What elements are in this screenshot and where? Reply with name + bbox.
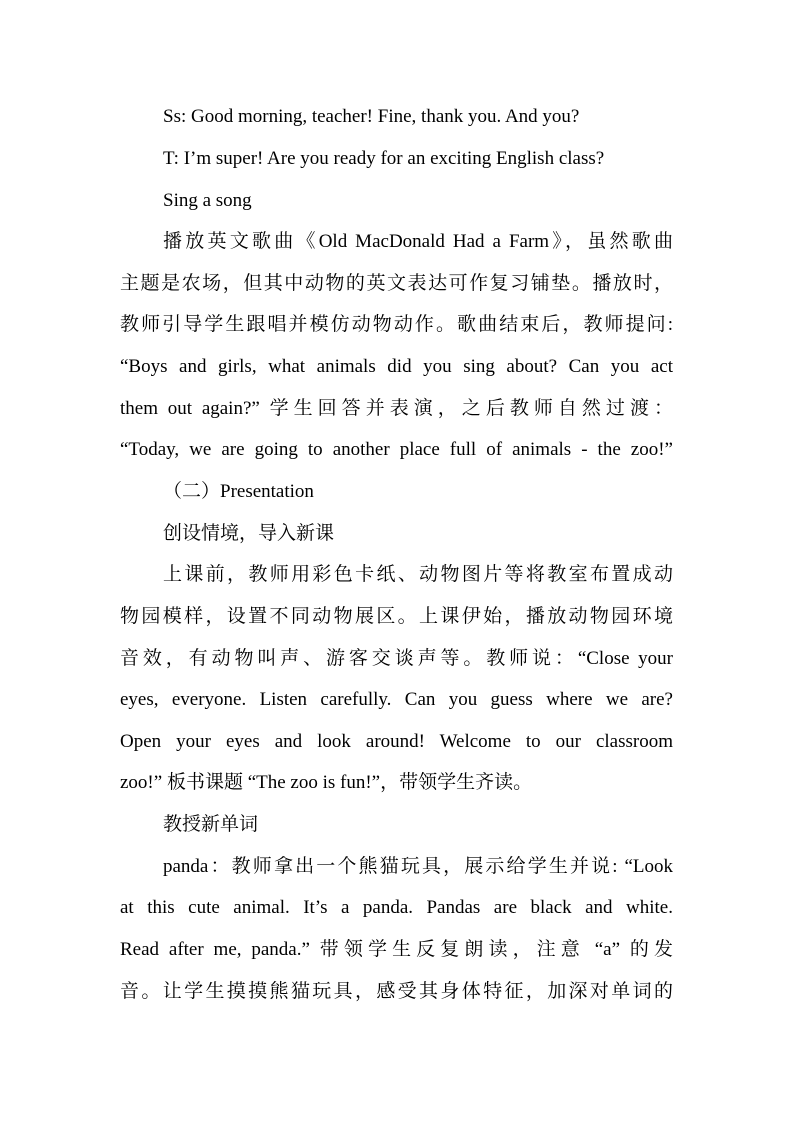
subheading-new-words: 教授新单词 — [163, 814, 259, 835]
paragraph-line: 音效，有动物叫声、游客交谈声等。教师说：“Close your — [120, 648, 673, 669]
paragraph-line: 主题是农场，但其中动物的英文表达可作复习铺垫。播放时， — [120, 273, 673, 294]
paragraph-line: “Boys and girls, what animals did you sing about? Can you act — [120, 356, 673, 377]
paragraph-line: eyes, everyone. Listen carefully. Can you guess where we are? — [120, 689, 673, 710]
dialogue-line-students: Ss: Good morning, teacher! Fine, thank you. And you? — [163, 106, 580, 127]
subheading-create-context: 创设情境，导入新课 — [163, 523, 335, 544]
paragraph-line: them out again?” 学生回答并表演，之后教师自然过渡： — [120, 398, 673, 419]
paragraph-line: panda：教师拿出一个熊猫玩具，展示给学生并说: “Look — [163, 856, 673, 877]
paragraph-line: zoo!” 板书课题 “The zoo is fun!”，带领学生齐读。 — [120, 772, 533, 793]
paragraph-line: “Today, we are going to another place full of animals - the zoo!” — [120, 439, 673, 460]
dialogue-line-teacher: T: I’m super! Are you ready for an exciting English class? — [163, 148, 605, 169]
section-heading-presentation: （二）Presentation — [163, 481, 314, 502]
paragraph-line: 播放英文歌曲《Old MacDonald Had a Farm》，虽然歌曲 — [163, 231, 673, 252]
paragraph-line: Read after me, panda.” 带领学生反复朗读，注意 “a” 的发 — [120, 939, 673, 960]
paragraph-line: 音。让学生摸摸熊猫玩具，感受其身体特征，加深对单词的 — [120, 981, 673, 1002]
paragraph-line: 上课前，教师用彩色卡纸、动物图片等将教室布置成动 — [163, 564, 673, 585]
paragraph-line: Open your eyes and look around! Welcome to our classroom — [120, 731, 673, 752]
paragraph-line: 教师引导学生跟唱并模仿动物动作。歌曲结束后，教师提问: — [120, 314, 673, 335]
section-heading-sing-a-song: Sing a song — [163, 190, 252, 211]
paragraph-line: at this cute animal. It’s a panda. Pandas are black and white. — [120, 897, 673, 918]
paragraph-line: 物园模样，设置不同动物展区。上课伊始，播放动物园环境 — [120, 606, 673, 627]
